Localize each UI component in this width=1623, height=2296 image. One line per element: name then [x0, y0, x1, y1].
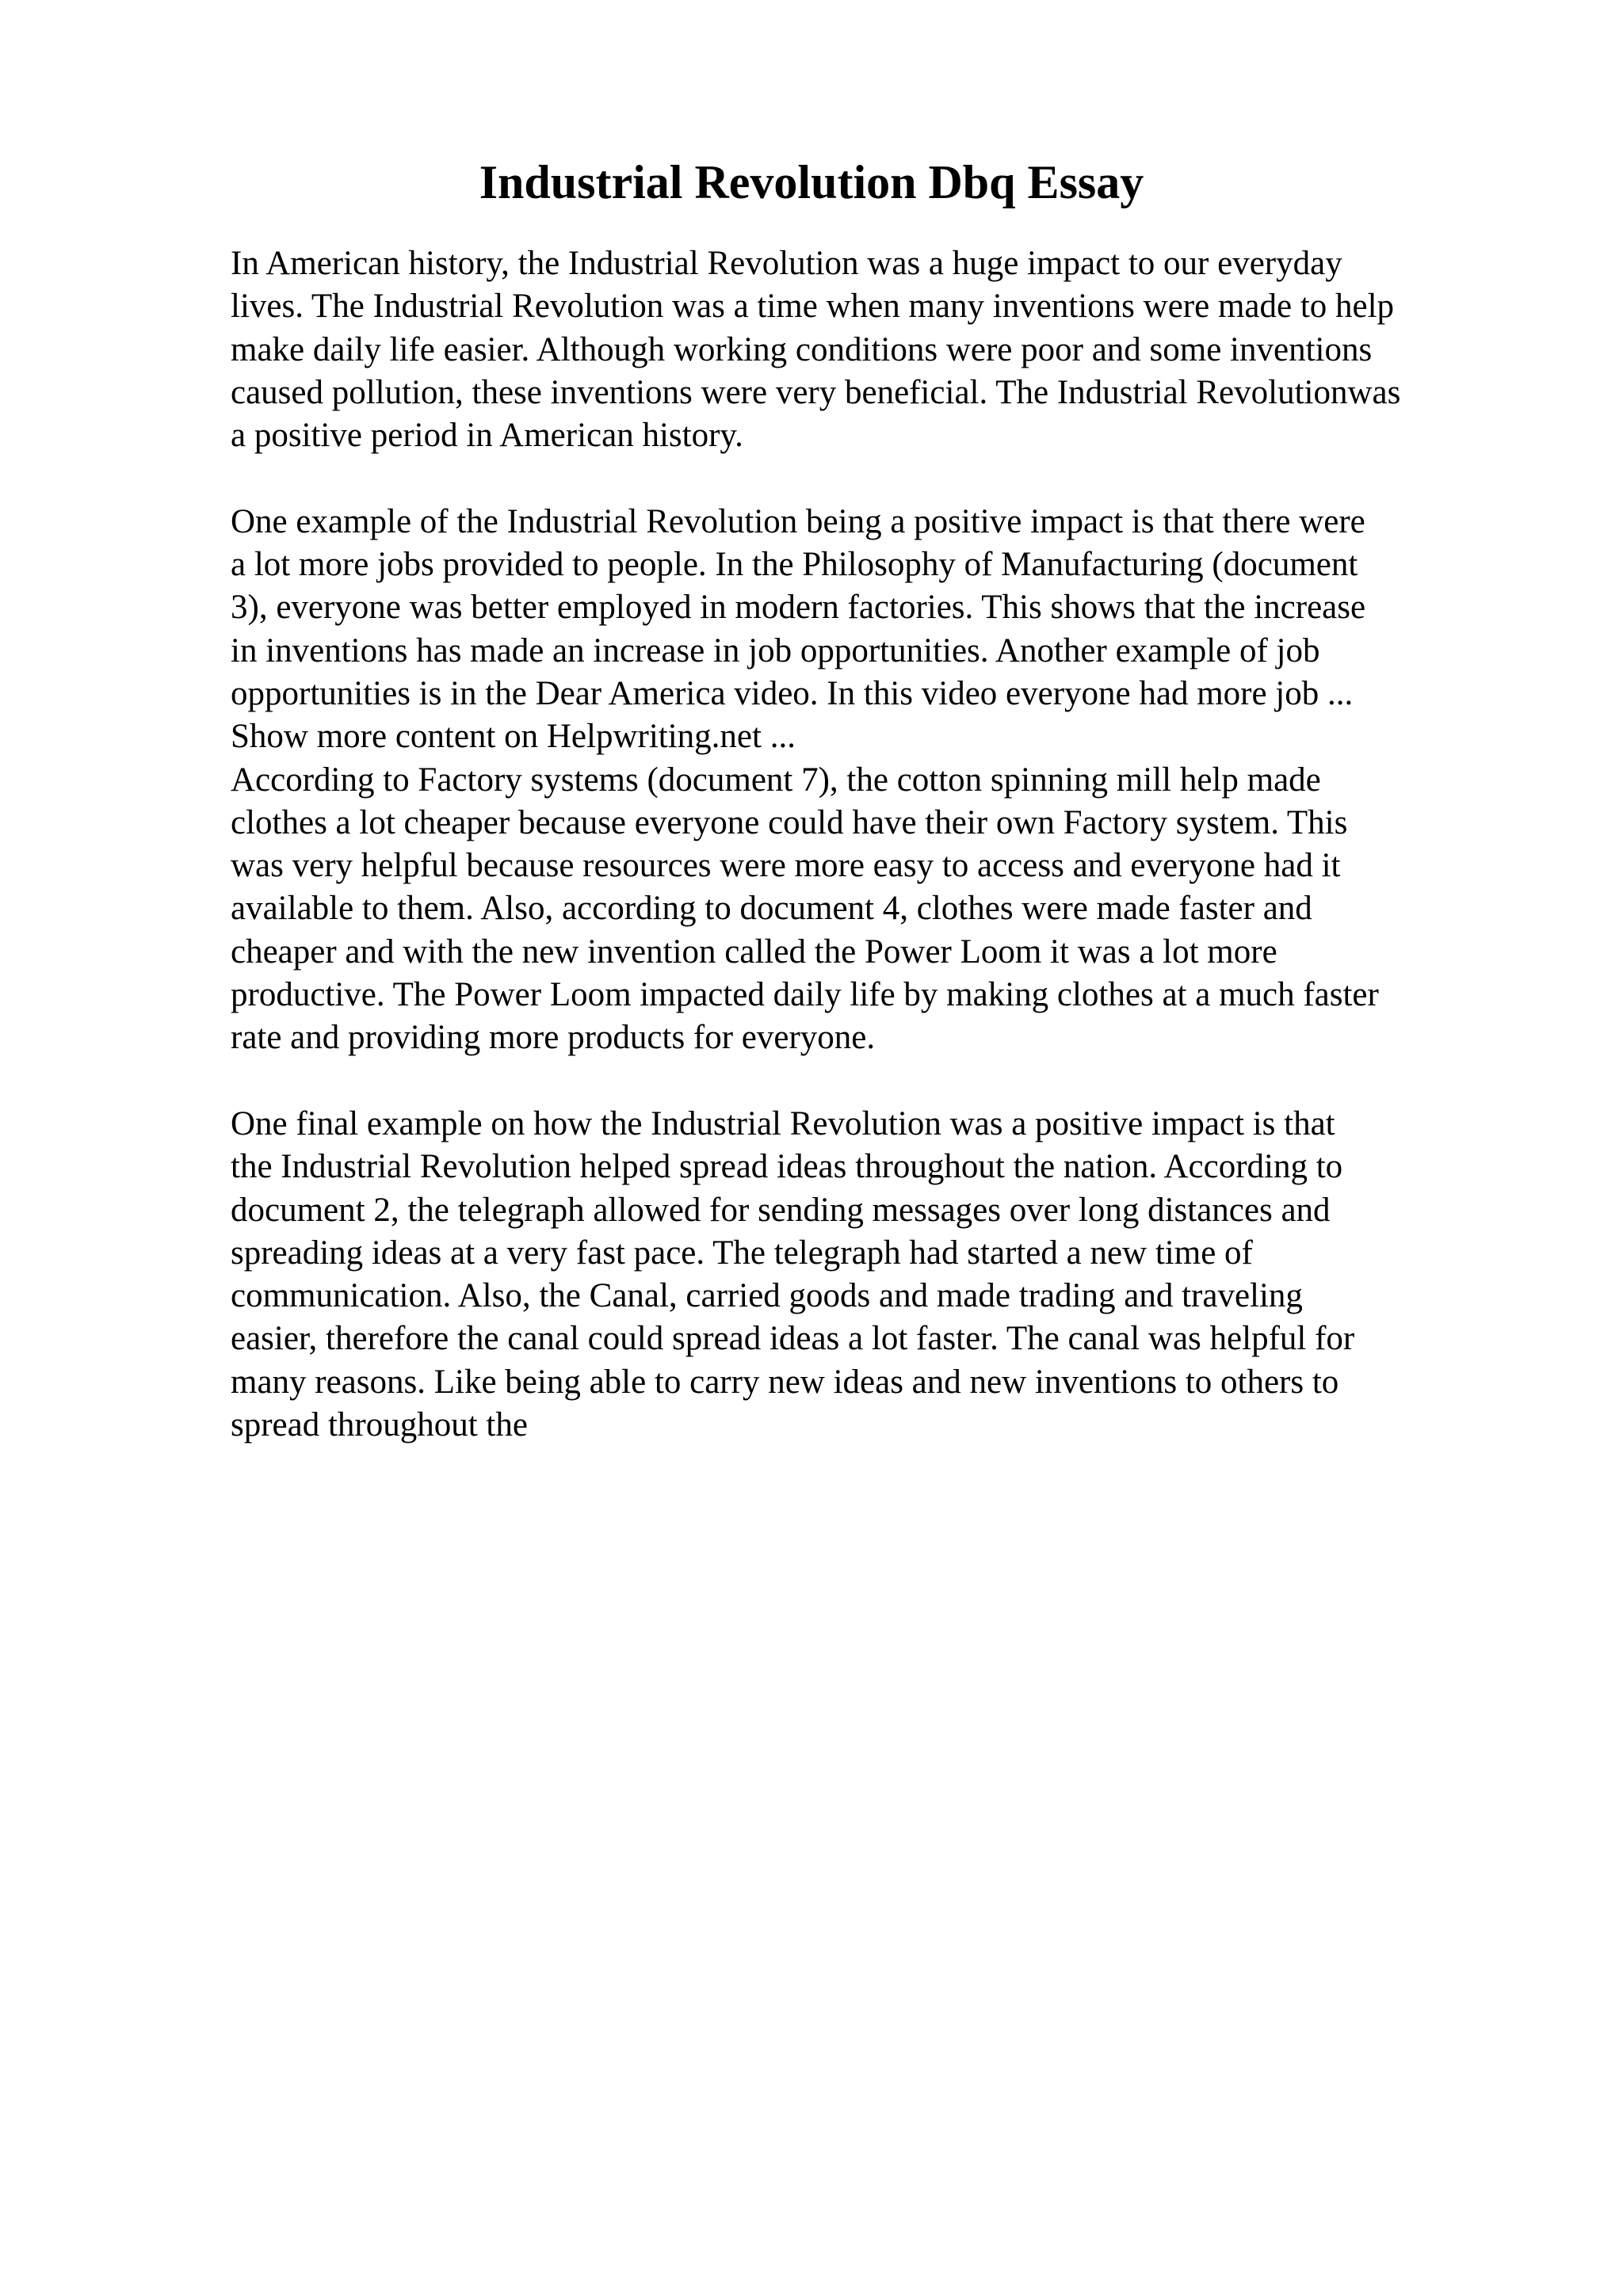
text-line: clothes a lot cheaper because everyone could have their own Factory system. This [231, 803, 1348, 841]
text-line: the Industrial Revolution helped spread ideas throughout the nation. According to [231, 1148, 1343, 1186]
text-line: 3), everyone was better employed in modern factories. This shows that the increase [231, 589, 1366, 627]
text-line: was very helpful because resources were more easy to access and everyone had it [231, 847, 1341, 885]
text-line: productive. The Power Loom impacted daily life by making clothes at a much faster [231, 976, 1379, 1014]
text-line: In American history, the Industrial Revolution was a huge impact to our everyday [231, 245, 1342, 282]
text-line: According to Factory systems (document 7), the cotton spinning mill help made [231, 761, 1321, 799]
paragraph-3 [231, 759, 1530, 1060]
text-line: many reasons. Like being able to carry new ideas and new inventions to others to [231, 1363, 1339, 1401]
document-body [231, 242, 1530, 1447]
text-line: document 2, the telegraph allowed for sending messages over long distances and [231, 1191, 1331, 1229]
text-line: available to them. Also, according to document 4, clothes were made faster and [231, 890, 1312, 928]
show-more-link[interactable]: Show more content on Helpwriting.net ... [231, 718, 796, 756]
text-line: rate and providing more products for everyone. [231, 1019, 876, 1057]
text-line: a lot more jobs provided to people. In the Philosophy of Manufacturing (document [231, 546, 1358, 584]
text-line: lives. The Industrial Revolution was a time when many inventions were made to help [231, 288, 1395, 326]
text-line: caused pollution, these inventions were very beneficial. The Industrial Revolutionwas [231, 373, 1401, 411]
text-line: spreading ideas at a very fast pace. The telegraph had started a new time of [231, 1234, 1253, 1272]
text-line: One final example on how the Industrial Revolution was a positive impact is that [231, 1104, 1335, 1142]
paragraph-2 [231, 501, 1530, 715]
text-line: make daily life easier. Although working conditions were poor and some inventions [231, 330, 1373, 368]
paragraph-4 [231, 1103, 1530, 1447]
paragraph-gap [231, 457, 1530, 500]
text-line: easier, therefore the canal could spread ideas a lot faster. The canal was helpful for [231, 1320, 1355, 1358]
paragraph-1 [231, 242, 1530, 457]
paragraph-gap [231, 1060, 1530, 1103]
text-line: communication. Also, the Canal, carried goods and made trading and traveling [231, 1277, 1303, 1315]
text-line: spread throughout the [231, 1406, 528, 1444]
document-title: Industrial Revolution Dbq Essay [479, 156, 1144, 208]
text-line: cheaper and with the new invention called the Power Loom it was a lot more [231, 933, 1277, 971]
text-line: One example of the Industrial Revolution being a positive impact is that there were [231, 502, 1365, 540]
text-line: in inventions has made an increase in job opportunities. Another example of job [231, 631, 1320, 669]
text-line: a positive period in American history. [231, 417, 743, 455]
text-line: opportunities is in the Dear America video. In this video everyone had more job ... [231, 674, 1354, 712]
